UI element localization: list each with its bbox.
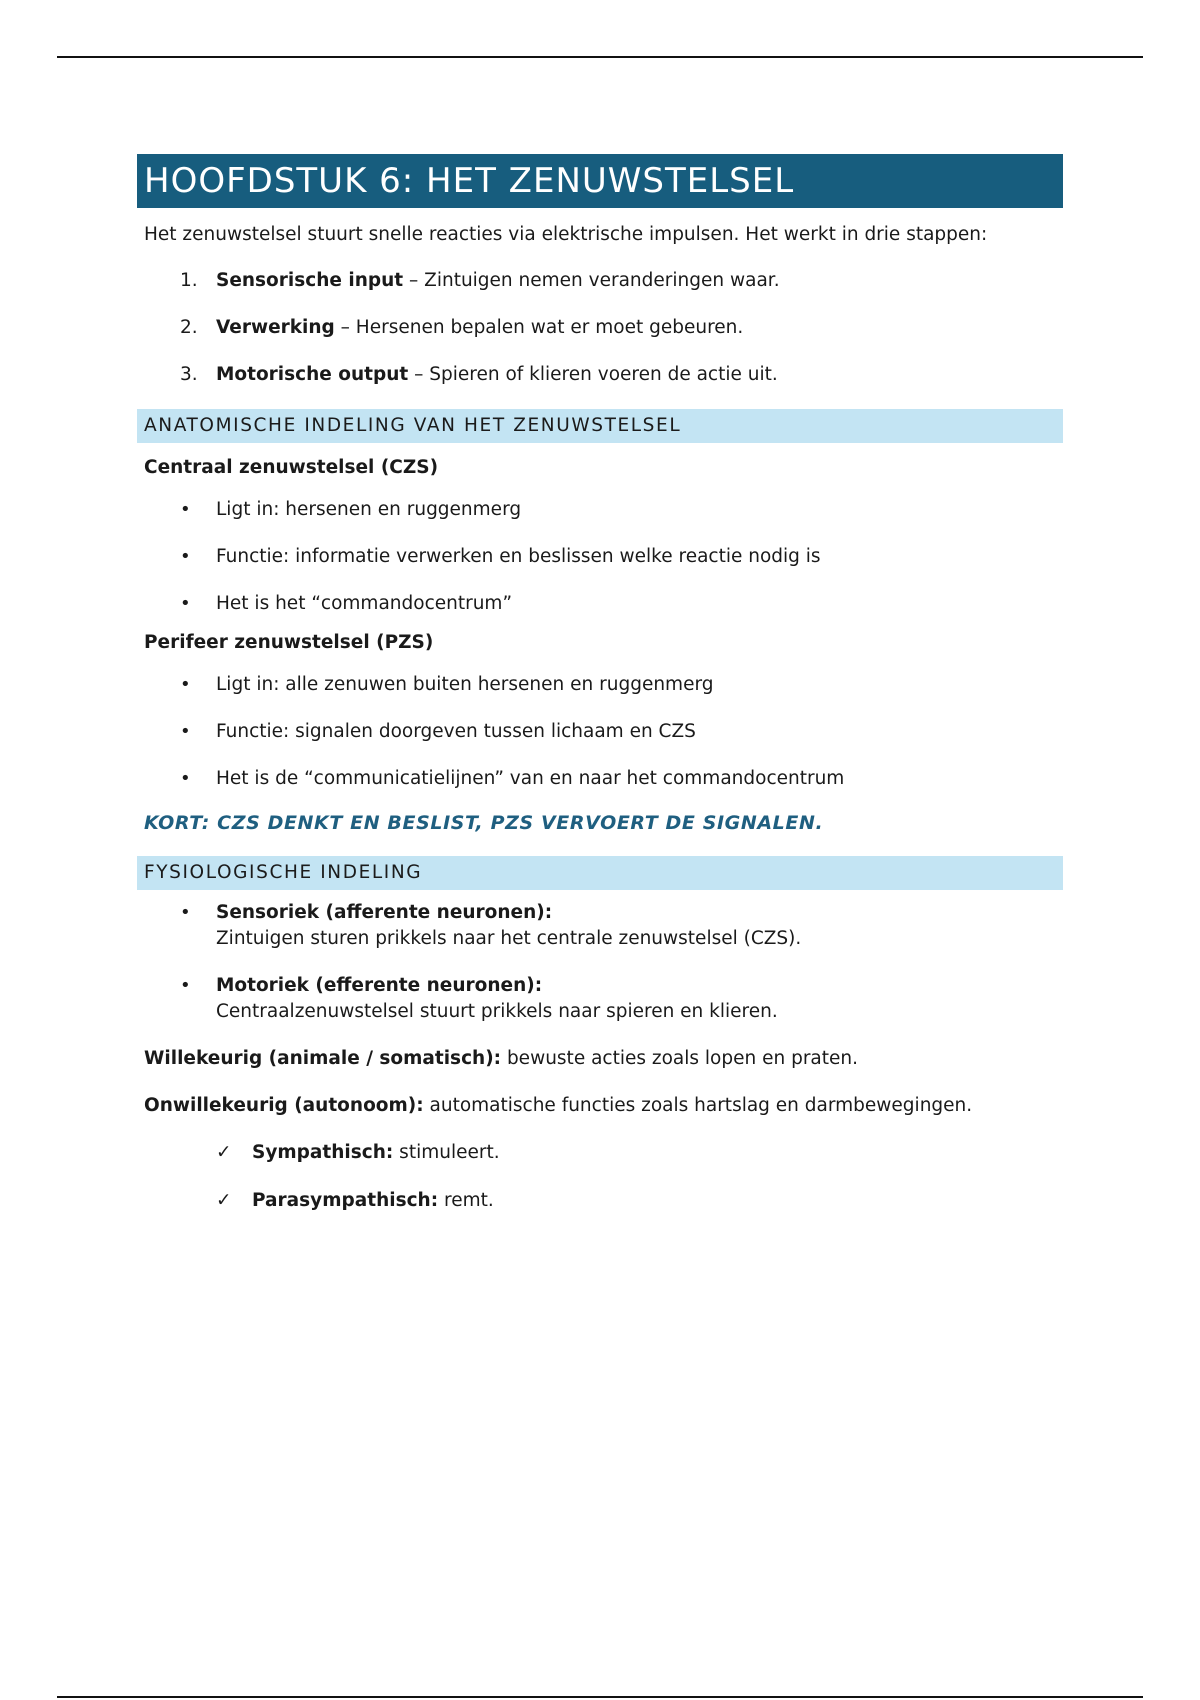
step-term: Sensorische input <box>216 270 404 291</box>
bullet-icon: • <box>180 721 191 742</box>
pzs-list <box>137 672 1063 792</box>
involuntary-text: automatische functies zoals hartslag en darmbewegingen. <box>423 1095 973 1116</box>
list-item <box>137 672 1063 698</box>
list-item <box>137 900 1063 952</box>
list-item-text: Het is het “commandocentrum” <box>216 593 513 614</box>
bullet-icon: • <box>180 674 191 695</box>
czs-list <box>137 497 1063 617</box>
list-item <box>137 1140 1063 1166</box>
list-item-text: Zintuigen sturen prikkels naar het centrale zenuwstelsel (CZS). <box>216 928 802 949</box>
involuntary-paragraph <box>144 1093 1063 1119</box>
bullet-icon: • <box>180 902 191 923</box>
step-text: – Spieren of klieren voeren de actie uit. <box>408 364 778 385</box>
check-term: Parasympathisch: <box>252 1190 439 1211</box>
intro-paragraph: Het zenuwstelsel stuurt snelle reacties via elektrische impulsen. Het werkt in drie stappen: <box>144 224 988 245</box>
voluntary-term: Willekeurig (animale / somatisch): <box>144 1048 502 1069</box>
bullet-icon: • <box>180 499 191 520</box>
list-item <box>137 719 1063 745</box>
step-term: Verwerking <box>216 317 335 338</box>
list-item <box>137 362 1063 388</box>
list-item <box>137 315 1063 341</box>
list-item-text: Ligt in: hersenen en ruggenmerg <box>216 499 522 520</box>
list-number: 1. <box>180 270 198 291</box>
list-item <box>137 497 1063 523</box>
summary-callout: KORT: CZS DENKT EN BESLIST, PZS VERVOERT DE SIGNALEN. <box>144 812 824 834</box>
list-item <box>137 544 1063 570</box>
check-icon: ✓ <box>216 1190 232 1211</box>
list-item-text: Centraalzenuwstelsel stuurt prikkels naar spieren en klieren. <box>216 1001 778 1022</box>
header-rule <box>57 56 1143 58</box>
list-item <box>137 591 1063 617</box>
bullet-icon: • <box>180 593 191 614</box>
autonomic-list <box>137 1140 1063 1214</box>
list-item <box>137 1188 1063 1214</box>
list-item-text: Functie: informatie verwerken en beslissen welke reactie nodig is <box>216 546 821 567</box>
list-item-term: Sensoriek (afferente neuronen): <box>216 902 553 923</box>
list-item <box>137 766 1063 792</box>
step-text: – Zintuigen nemen veranderingen waar. <box>403 270 780 291</box>
step-text: – Hersenen bepalen wat er moet gebeuren. <box>334 317 744 338</box>
list-item <box>137 268 1063 294</box>
involuntary-term: Onwillekeurig (autonoom): <box>144 1095 424 1116</box>
steps-list <box>137 268 1063 388</box>
voluntary-text: bewuste acties zoals lopen en praten. <box>501 1048 859 1069</box>
voluntary-paragraph <box>144 1046 1063 1072</box>
pzs-title: Perifeer zenuwstelsel (PZS) <box>144 632 434 653</box>
list-number: 3. <box>180 364 198 385</box>
list-item-text: Het is de “communicatielijnen” van en naar het commandocentrum <box>216 768 845 789</box>
czs-title: Centraal zenuwstelsel (CZS) <box>144 457 439 478</box>
list-item-text: Functie: signalen doorgeven tussen lichaam en CZS <box>216 721 696 742</box>
bullet-icon: • <box>180 546 191 567</box>
list-item-text: Ligt in: alle zenuwen buiten hersenen en ruggenmerg <box>216 674 714 695</box>
list-item-term: Motoriek (efferente neuronen): <box>216 975 543 996</box>
section-heading-physiology: FYSIOLOGISCHE INDELING <box>137 856 1063 890</box>
footer-rule <box>57 1696 1143 1698</box>
step-term: Motorische output <box>216 364 409 385</box>
section-heading-anatomy: ANATOMISCHE INDELING VAN HET ZENUWSTELSEL <box>137 409 1063 443</box>
check-icon: ✓ <box>216 1142 232 1163</box>
check-term: Sympathisch: <box>252 1142 394 1163</box>
document-body <box>137 154 1063 1236</box>
check-text: stimuleert. <box>393 1142 500 1163</box>
physiology-list <box>137 900 1063 1025</box>
bullet-icon: • <box>180 975 191 996</box>
list-item <box>137 973 1063 1025</box>
chapter-title: HOOFDSTUK 6: HET ZENUWSTELSEL <box>137 154 1063 208</box>
check-text: remt. <box>438 1190 494 1211</box>
bullet-icon: • <box>180 768 191 789</box>
list-number: 2. <box>180 317 198 338</box>
